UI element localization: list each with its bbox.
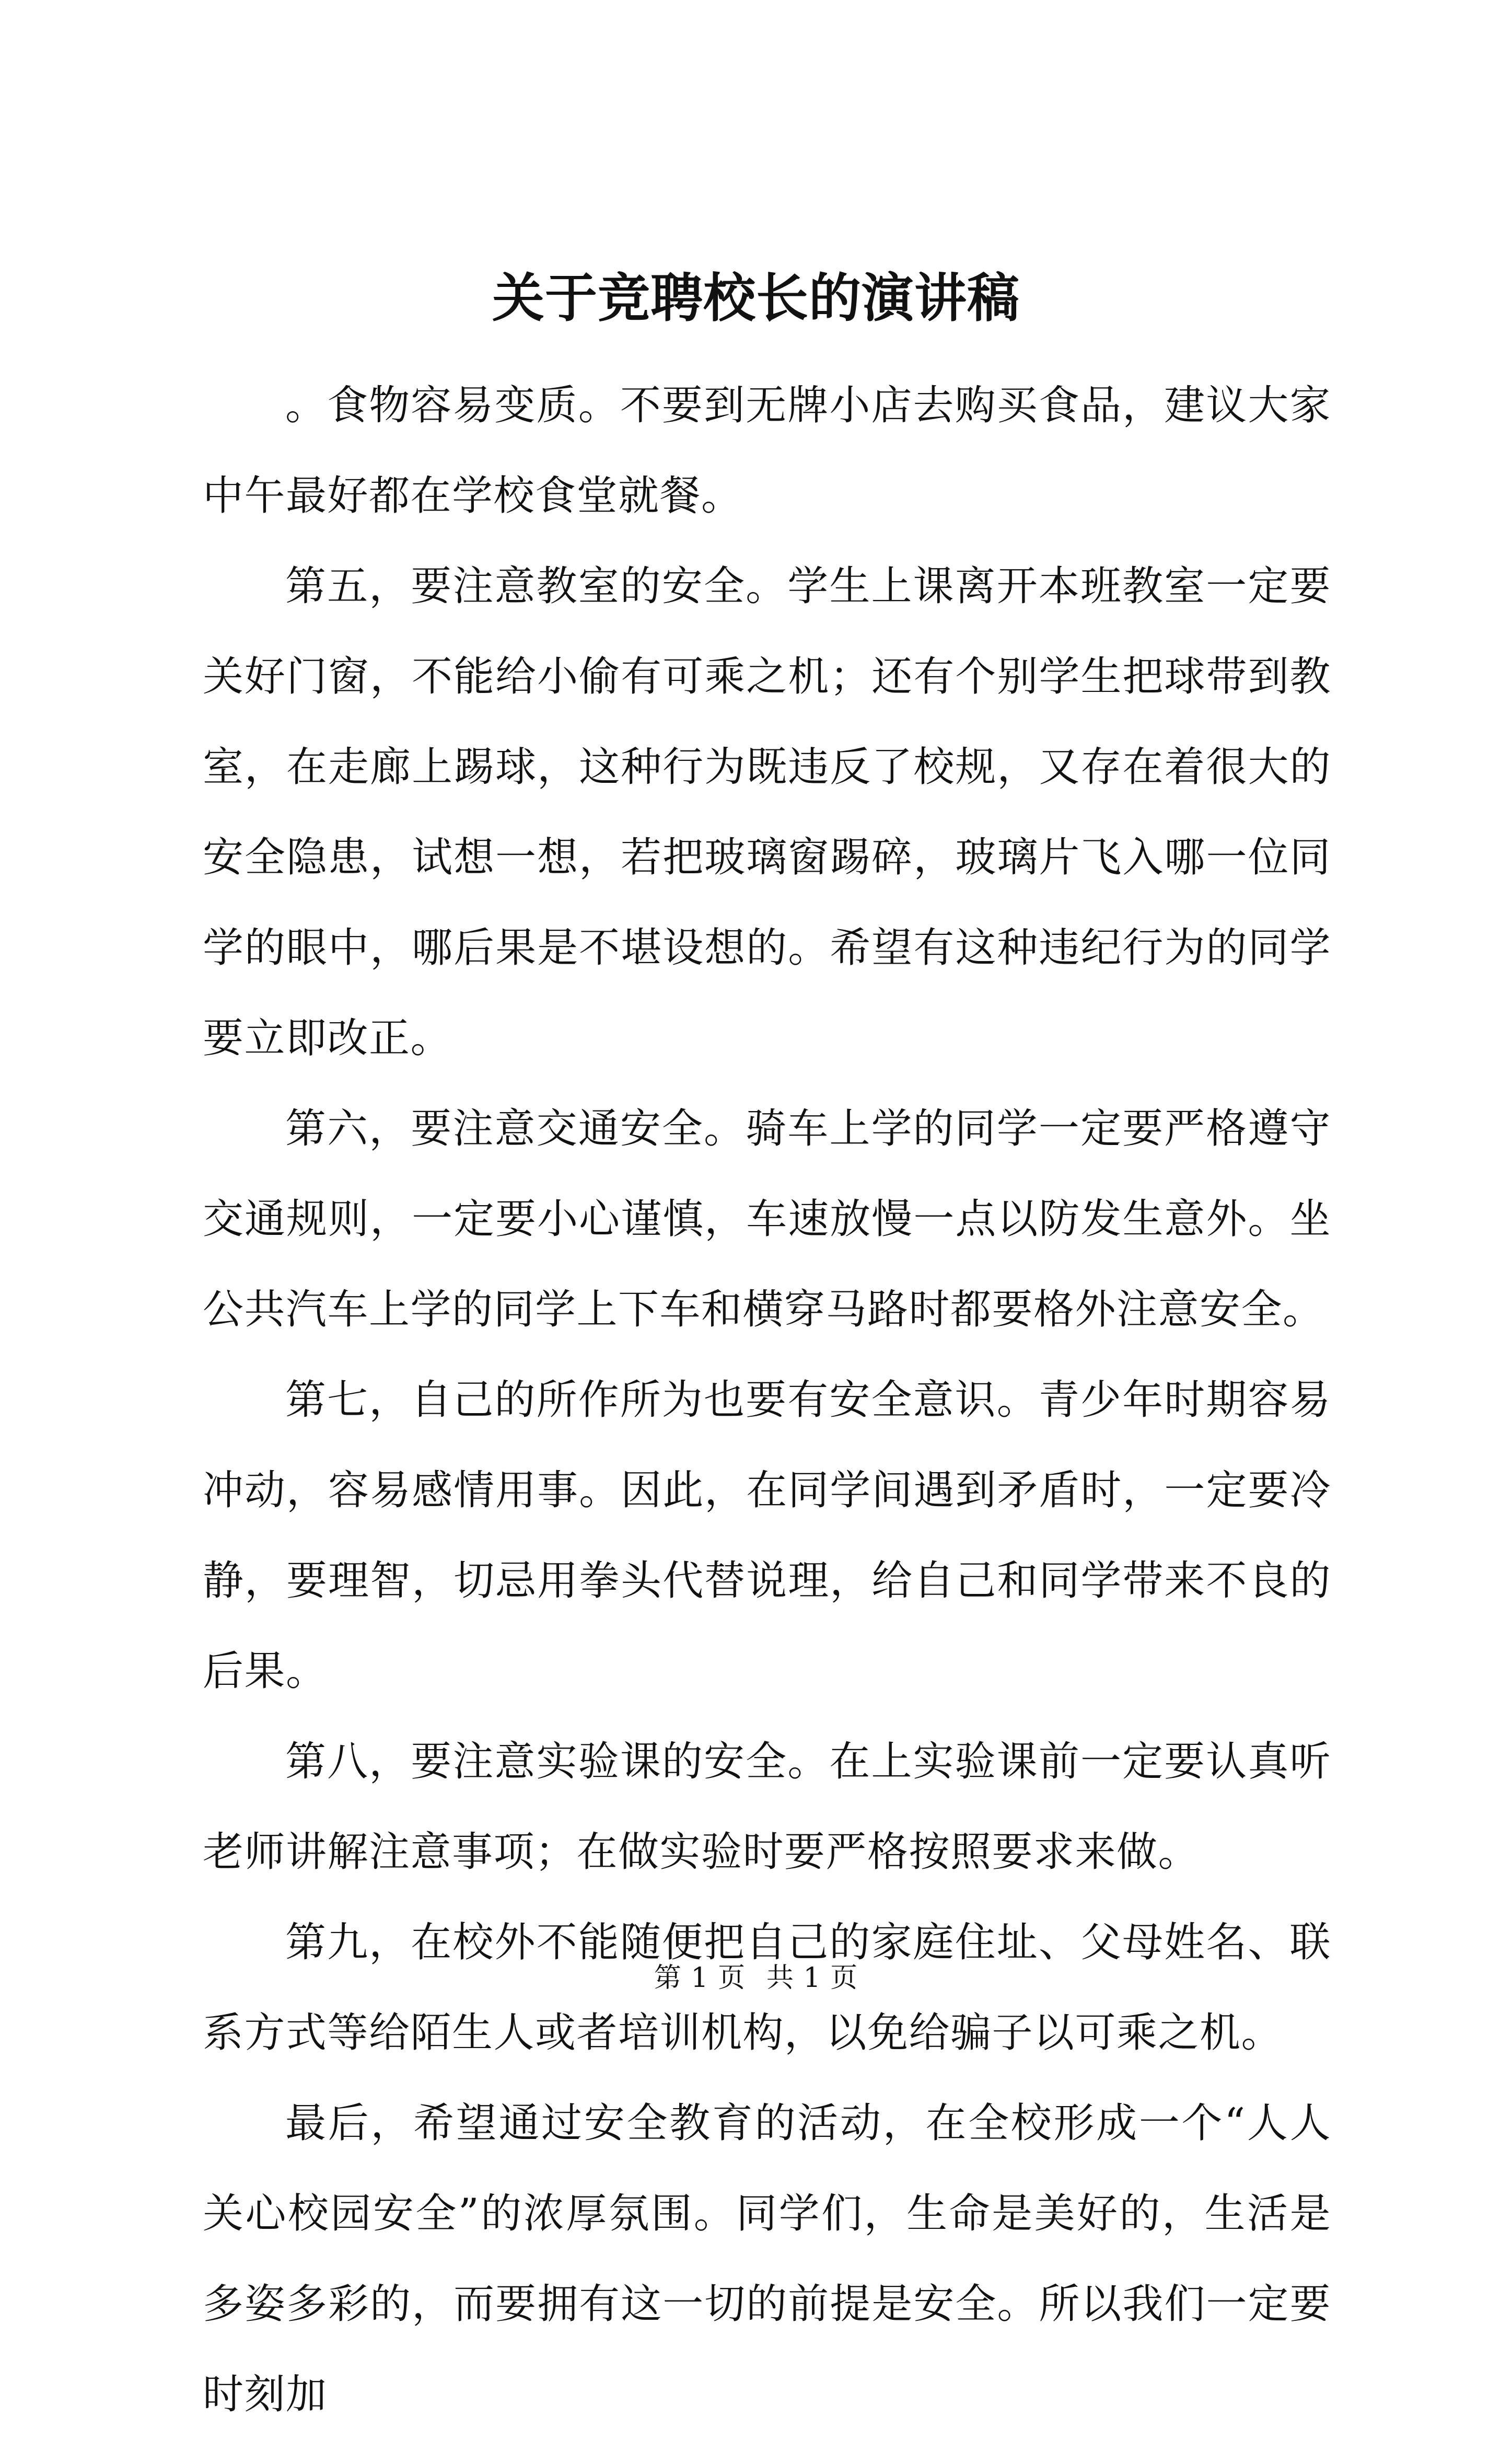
- document-title: 关于竞聘校长的演讲稿: [492, 267, 1020, 329]
- paragraph: 。食物容易变质。不要到无牌小店去购买食品，建议大家中午最好都在学校食堂就餐。: [203, 382, 1331, 519]
- document-body: [203, 361, 1331, 2440]
- page-number: 第 1 页: [654, 1962, 746, 1994]
- paragraph: 第六，要注意交通安全。骑车上学的同学一定要严格遵守交通规则，一定要小心谨慎，车速放慢一点以防发生意外。坐公共汽车上学的同学上下车和横穿马路时都要格外注意安全。: [203, 1105, 1331, 1333]
- page-total: 共 1 页: [766, 1962, 858, 1994]
- paragraph: 第九，在校外不能随便把自己的家庭住址、父母姓名、联系方式等给陌生人或者培训机构，以免给骗子以可乘之机。: [203, 1919, 1331, 2056]
- paragraph: 最后，希望通过安全教育的活动，在全校形成一个“人人关心校园安全”的浓厚氛围。同学们，生命是美好的，生活是多姿多彩的，而要拥有这一切的前提是安全。所以我们一定要时刻加: [203, 2100, 1331, 2418]
- paragraph: 第七，自己的所作所为也要有安全意识。青少年时期容易冲动，容易感情用事。因此，在同学间遇到矛盾时，一定要冷静，要理智，切忌用拳头代替说理，给自己和同学带来不良的后果。: [203, 1377, 1331, 1695]
- paragraph: 第五，要注意教室的安全。学生上课离开本班教室一定要关好门窗，不能给小偷有可乘之机；还有个别学生把球带到教室，在走廊上踢球，这种行为既违反了校规，又存在着很大的安全隐患，试想一想，若把玻璃窗踢碎，玻璃片飞入哪一位同学的眼中，哪后果是不堪设想的。希望有这种违纪行为的同学要立即改正。: [203, 563, 1331, 1062]
- paragraph: 第八，要注意实验课的安全。在上实验课前一定要认真听老师讲解注意事项；在做实验时要严格按照要求来做。: [203, 1738, 1331, 1876]
- page-footer: [0, 1960, 1512, 1996]
